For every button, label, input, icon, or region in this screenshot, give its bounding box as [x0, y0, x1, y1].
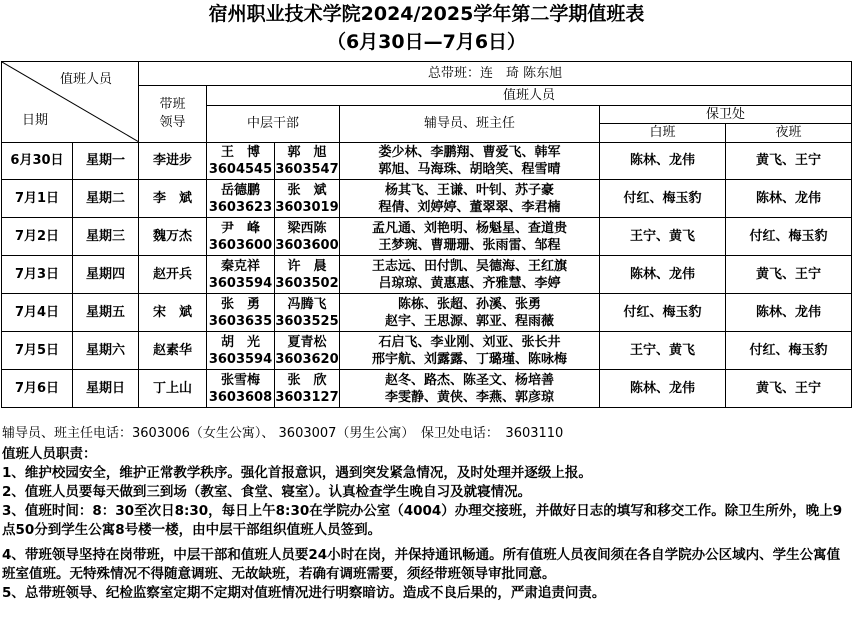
table-row	[2, 256, 852, 294]
cadre-name: 许 晨	[287, 258, 327, 274]
duty-item: 2、值班人员要每天做到三到场（教室、食堂、寝室）。认真检查学生晚自习及就寝情况。	[2, 484, 532, 500]
counselor-line: 王志远、田付凯、吴德海、王红旗	[371, 258, 567, 274]
cadre-phone: 3603608	[208, 389, 273, 405]
cadre-cell	[275, 143, 340, 180]
cadre-cell	[275, 180, 340, 218]
day-shift-cell: 陈林、龙伟	[600, 143, 726, 180]
leader-cell: 赵素华	[139, 332, 207, 370]
duty-item: 4、带班领导坚持在岗带班，中层干部和值班人员要24小时在岗，并保持通讯畅通。所有值班人员夜间须在各自学院办公区域内、学生公寓值班室值班。无特殊情况不得随意调班、无故缺班，若确有调班需要，须经带班领导审批同意。	[2, 547, 841, 582]
counselor-line: 邢宇航、刘露露、丁璐瑾、陈咏梅	[371, 351, 567, 367]
cadre-cell	[275, 332, 340, 370]
table-row	[2, 370, 852, 408]
night-shift-cell: 付红、梅玉豹	[726, 218, 852, 256]
weekday-cell: 星期四	[73, 256, 139, 294]
cadre-cell	[207, 218, 275, 256]
schedule-table	[1, 61, 852, 408]
date-axis-label: 日期	[22, 113, 49, 128]
counselor-cell	[340, 218, 600, 256]
weekday-cell: 星期三	[73, 218, 139, 256]
counselor-cell	[340, 370, 600, 408]
cadre-name: 秦克祥	[220, 258, 260, 274]
date-cell: 7月6日	[2, 370, 73, 408]
day-shift-cell: 陈林、龙伟	[600, 370, 726, 408]
cadre-name: 梁西陈	[287, 220, 327, 236]
cadre-name: 胡 光	[220, 334, 260, 350]
security-header: 保卫处	[600, 106, 851, 124]
counselor-line: 杨其飞、王谦、叶钊、苏子豪	[384, 182, 554, 198]
cadre-phone: 3603525	[275, 313, 339, 329]
schedule-rows	[2, 143, 852, 408]
date-cell: 7月5日	[2, 332, 73, 370]
counselor-line: 孟凡通、刘艳明、杨魁星、查道贵	[371, 220, 567, 236]
night-shift-header: 夜班	[775, 125, 802, 140]
cadre-name: 张雪梅	[220, 372, 260, 388]
leader-column-label: 带班领导	[159, 97, 186, 130]
cadre-phone: 3603600	[208, 237, 273, 253]
day-shift-cell: 付红、梅玉豹	[600, 294, 726, 332]
cadre-name: 冯腾飞	[287, 296, 327, 312]
cadre-phone: 3604545	[208, 162, 273, 177]
leader-cell: 李进步	[139, 143, 207, 180]
counselor-line: 陈栋、张超、孙溪、张勇	[397, 296, 541, 312]
table-row	[2, 143, 852, 180]
weekday-cell: 星期日	[73, 370, 139, 408]
cadre-phone: 3603623	[208, 199, 273, 215]
cadre-name: 张 勇	[220, 296, 260, 312]
counselor-line: 程倩、刘婷婷、董翠翠、李君楠	[378, 199, 561, 215]
cadre-cell	[207, 332, 275, 370]
cadre-cell	[207, 143, 275, 180]
counselor-line: 李雯静、黄侠、李燕、郭彦琼	[384, 389, 554, 405]
cadre-phone: 3603594	[208, 275, 273, 291]
leader-column-header	[139, 86, 207, 143]
date-cell: 6月30日	[2, 143, 73, 180]
leader-cell: 赵开兵	[139, 256, 207, 294]
cadre-cell	[207, 256, 275, 294]
leader-cell: 宋 斌	[139, 294, 207, 332]
leader-cell: 魏万杰	[139, 218, 207, 256]
cadre-phone: 3603635	[208, 313, 273, 329]
table-row	[2, 332, 852, 370]
cadre-cell	[207, 294, 275, 332]
counselor-line: 赵宇、王思源、郭亚、程雨薇	[384, 313, 554, 329]
night-shift-cell: 陈林、龙伟	[726, 180, 852, 218]
cadre-name: 夏青松	[287, 334, 327, 350]
document-title: 宿州职业技术学院2024/2025学年第二学期值班表	[208, 3, 645, 25]
general-leader: 总带班：连 琦 陈东旭	[139, 62, 852, 86]
mid-cadre-header: 中层干部	[207, 106, 340, 143]
weekday-cell: 星期二	[73, 180, 139, 218]
security-header-cell	[600, 106, 852, 143]
table-row	[2, 294, 852, 332]
diagonal-header-cell	[2, 62, 139, 143]
counselor-header: 辅导员、班主任	[340, 106, 600, 143]
counselor-line: 赵冬、路杰、陈圣文、杨培善	[384, 372, 554, 388]
night-shift-cell: 黄飞、王宁	[726, 256, 852, 294]
cadre-cell	[275, 256, 340, 294]
cadre-cell	[275, 218, 340, 256]
night-shift-cell: 陈林、龙伟	[726, 294, 852, 332]
date-cell: 7月1日	[2, 180, 73, 218]
weekday-cell: 星期六	[73, 332, 139, 370]
weekday-cell: 星期五	[73, 294, 139, 332]
table-row	[2, 218, 852, 256]
cadre-name: 尹 峰	[220, 220, 260, 236]
cadre-cell	[207, 370, 275, 408]
counselor-line: 王梦琬、曹珊珊、张雨雷、邹程	[378, 237, 561, 253]
cadre-cell	[207, 180, 275, 218]
weekday-cell: 星期一	[73, 143, 139, 180]
shift-headers	[600, 124, 851, 142]
table-row	[2, 180, 852, 218]
phone-info: 辅导员、班主任电话：3603006（女生公寓）、 3603007（男生公寓） 保卫处电话： 3603110	[2, 426, 564, 441]
cadre-phone: 3603600	[275, 237, 339, 253]
leader-cell: 李 斌	[139, 180, 207, 218]
duty-staff-header: 值班人员	[207, 86, 852, 106]
date-cell: 7月4日	[2, 294, 73, 332]
cadre-phone: 3603127	[275, 389, 339, 405]
duty-item: 1、维护校园安全，维护正常教学秩序。强化首报意识，遇到突发紧急情况，及时处理并逐级上报。	[2, 465, 592, 481]
cadre-phone: 3603594	[208, 351, 273, 367]
counselor-line: 郭旭、马海珠、胡晗笑、程雪晴	[378, 162, 561, 177]
counselor-cell	[340, 332, 600, 370]
cadre-phone: 3603547	[275, 162, 339, 177]
night-shift-cell: 黄飞、王宁	[726, 143, 852, 180]
cadre-name: 郭 旭	[287, 145, 327, 160]
night-shift-cell: 付红、梅玉豹	[726, 332, 852, 370]
document-subtitle: （6月30日—7月6日）	[326, 31, 527, 53]
cadre-name: 张 欣	[287, 372, 327, 388]
day-shift-header: 白班	[600, 124, 726, 142]
duty-item: 5、总带班领导、纪检监察室定期不定期对值班情况进行明察暗访。造成不良后果的，严肃追责问责。	[2, 585, 606, 601]
duties-heading: 值班人员职责：	[2, 446, 97, 462]
cadre-cell	[275, 294, 340, 332]
counselor-cell	[340, 180, 600, 218]
leader-cell: 丁上山	[139, 370, 207, 408]
date-cell: 7月3日	[2, 256, 73, 294]
staff-axis-label: 值班人员	[59, 72, 112, 87]
cadre-name: 岳德鹏	[220, 182, 260, 198]
day-shift-cell: 陈林、龙伟	[600, 256, 726, 294]
cadre-phone: 3603019	[275, 199, 339, 215]
day-shift-cell: 王宁、黄飞	[600, 332, 726, 370]
day-shift-cell: 王宁、黄飞	[600, 218, 726, 256]
cadre-phone: 3603502	[275, 275, 339, 291]
counselor-line: 石启飞、李业刚、刘亚、张长井	[378, 334, 561, 350]
cadre-name: 张 斌	[287, 182, 327, 198]
cadre-cell	[275, 370, 340, 408]
day-shift-cell: 付红、梅玉豹	[600, 180, 726, 218]
counselor-line: 吕琼琼、黄惠惠、齐雅慧、李婷	[378, 275, 561, 291]
duties-section	[2, 445, 850, 603]
counselor-cell	[340, 256, 600, 294]
cadre-name: 王 博	[220, 145, 260, 160]
date-cell: 7月2日	[2, 218, 73, 256]
counselor-cell	[340, 143, 600, 180]
counselor-line: 娄少林、李鹏翔、曹爱飞、韩军	[378, 145, 561, 160]
counselor-cell	[340, 294, 600, 332]
duty-item: 3、值班时间：8：30至次日8:30，每日上午8:30在学院办公室（4004）办理交接班，并做好日志的填写和移交工作。除卫生所外，晚上9点50分到学生公寓8号楼一楼，由中层干部组织值班人员签到。	[2, 503, 843, 538]
night-shift-cell: 黄飞、王宁	[726, 370, 852, 408]
cadre-phone: 3603620	[275, 351, 339, 367]
